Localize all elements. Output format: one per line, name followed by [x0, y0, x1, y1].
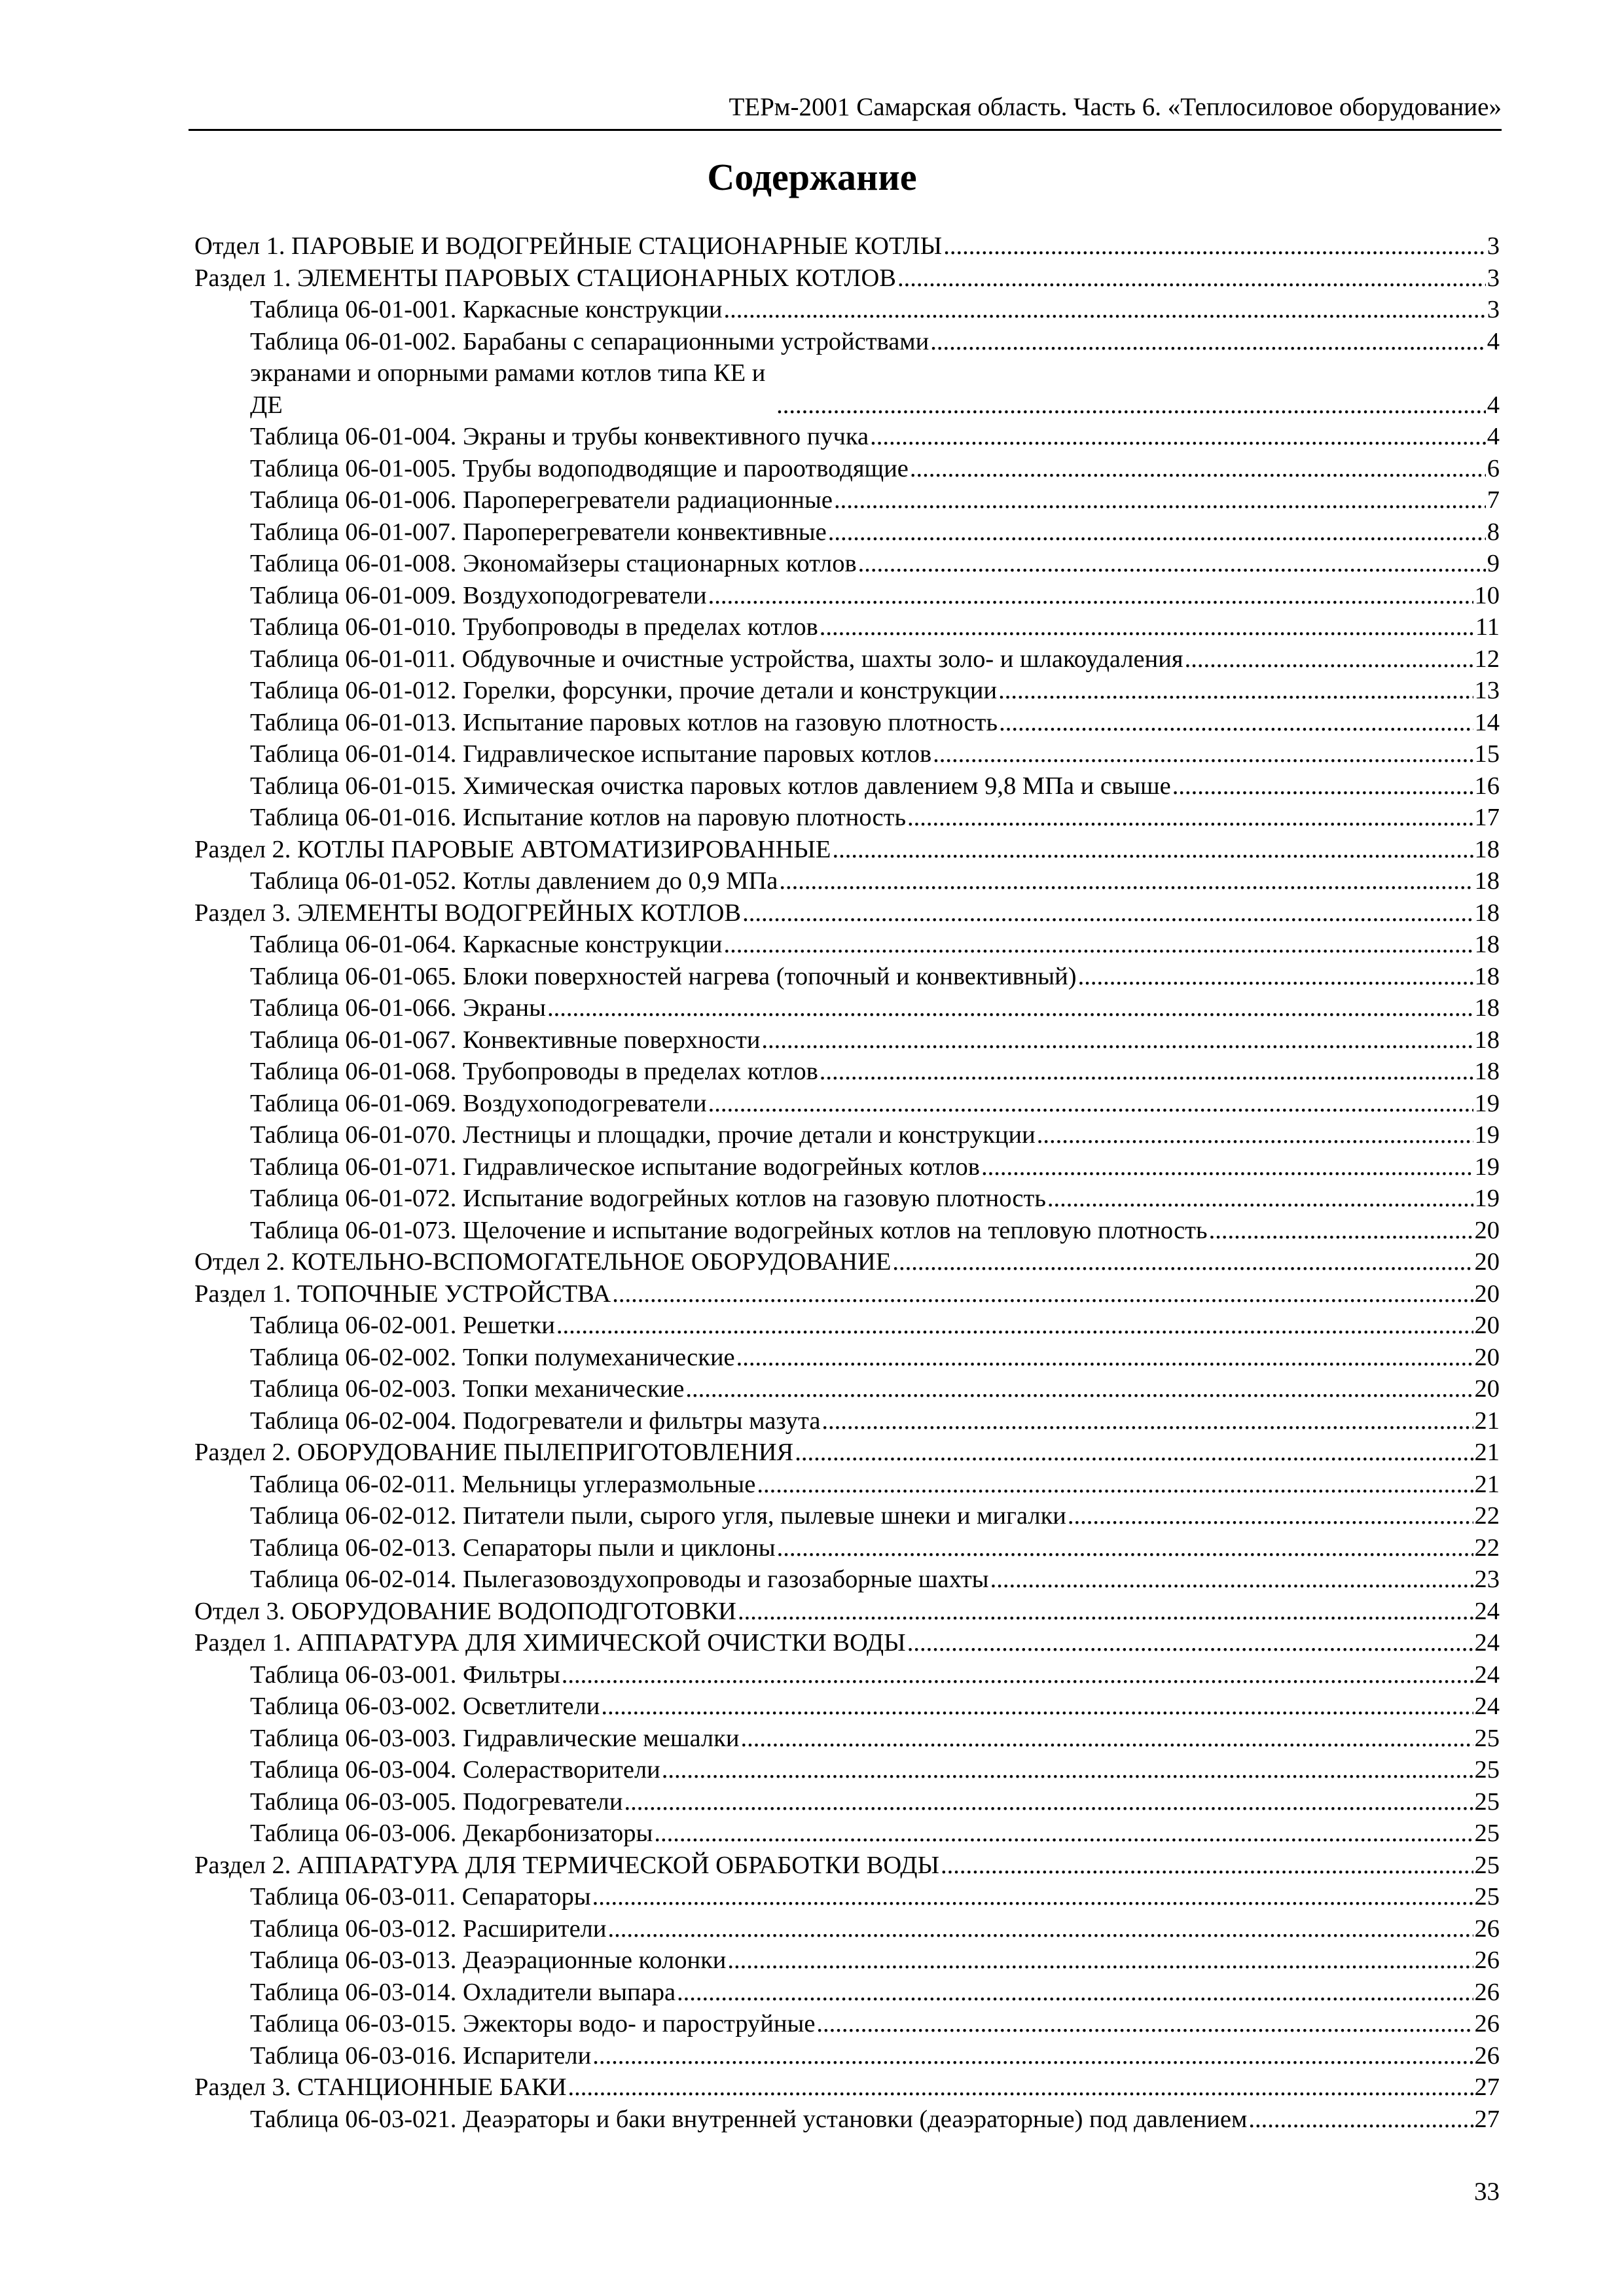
toc-entry-title: экранами и опорными рамами котлов типа КЕ и ДЕ — [250, 359, 766, 419]
toc-entry-page: 27 — [1474, 2073, 1500, 2101]
toc-entry-page: 6 — [1487, 454, 1500, 482]
toc-leader-dots — [727, 1945, 1473, 1977]
toc-entry-page: 7 — [1487, 486, 1500, 514]
toc-entry-page: 26 — [1474, 1978, 1500, 2006]
toc-leader-dots — [933, 738, 1473, 770]
toc-entry-page: 22 — [1474, 1534, 1500, 1562]
page-number: 33 — [1474, 2178, 1500, 2206]
toc-entry-title: Таблица 06-02-004. Подогреватели и фильтры мазута — [250, 1407, 821, 1435]
toc-entry[interactable] — [194, 421, 1500, 453]
toc-leader-dots — [708, 580, 1473, 612]
toc-entry-title: Раздел 3. СТАНЦИОННЫЕ БАКИ — [194, 2073, 567, 2101]
toc-entry-page: 19 — [1474, 1153, 1500, 1181]
toc-entry[interactable] — [194, 484, 1500, 516]
toc-entry[interactable] — [194, 1310, 1500, 1342]
toc-entry-title: Таблица 06-01-015. Химическая очистка паровых котлов давлением 9,8 МПа и свыше — [250, 772, 1171, 800]
toc-entry-title: Таблица 06-01-016. Испытание котлов на паровую плотность — [250, 804, 907, 831]
toc-entry-page: 12 — [1474, 645, 1500, 673]
toc-entry-page: 26 — [1474, 2041, 1500, 2070]
toc-entry[interactable] — [194, 1659, 1500, 1691]
toc-entry[interactable] — [194, 1881, 1500, 1913]
toc-leader-dots — [795, 1437, 1473, 1469]
toc-leader-dots — [724, 294, 1486, 326]
toc-entry[interactable] — [194, 1945, 1500, 1977]
toc-entry[interactable] — [194, 453, 1500, 485]
toc-entry[interactable] — [194, 707, 1500, 739]
toc-leader-dots — [662, 1754, 1473, 1786]
toc-entry-page: 17 — [1474, 804, 1500, 831]
toc-leader-dots — [1078, 961, 1473, 993]
toc-entry-title: Таблица 06-02-014. Пылегазовоздухопроводы и газозаборные шахты — [250, 1566, 989, 1593]
toc-entry-page: 24 — [1474, 1660, 1500, 1689]
toc-entry-title: Раздел 2. АППАРАТУРА ДЛЯ ТЕРМИЧЕСКОЙ ОБРАБОТКИ ВОДЫ — [194, 1851, 940, 1879]
toc-entry-page: 9 — [1487, 550, 1500, 577]
toc-entry-title: Таблица 06-02-012. Питатели пыли, сырого угля, пылевые шнеки и мигалки — [250, 1502, 1066, 1530]
toc-entry-title: Раздел 1. АППАРАТУРА ДЛЯ ХИМИЧЕСКОЙ ОЧИСТКИ ВОДЫ — [194, 1629, 906, 1657]
toc-entry-title: Таблица 06-03-003. Гидравлические мешалки — [250, 1724, 740, 1752]
toc-entry-title: Таблица 06-01-012. Горелки, форсунки, прочие детали и конструкции — [250, 677, 998, 704]
toc-leader-dots — [708, 1088, 1473, 1120]
toc-leader-dots — [907, 1627, 1473, 1659]
table-of-contents — [194, 230, 1500, 2135]
toc-entry-page: 20 — [1474, 1216, 1500, 1244]
toc-entry-page: 22 — [1474, 1502, 1500, 1530]
toc-leader-dots — [654, 1818, 1473, 1850]
toc-entry-page: 19 — [1474, 1185, 1500, 1212]
toc-entry[interactable] — [194, 357, 1500, 421]
toc-entry[interactable] — [194, 1754, 1500, 1786]
toc-entry[interactable] — [194, 1532, 1500, 1564]
toc-entry-title: Отдел 3. ОБОРУДОВАНИЕ ВОДОПОДГОТОВКИ — [194, 1597, 736, 1625]
toc-entry[interactable] — [194, 2008, 1500, 2040]
toc-entry-page: 27 — [1474, 2105, 1500, 2133]
toc-entry-page: 25 — [1474, 1756, 1500, 1784]
toc-entry-page: 23 — [1474, 1566, 1500, 1593]
toc-entry-title: Таблица 06-03-016. Испарители — [250, 2041, 592, 2070]
toc-entry[interactable] — [194, 1342, 1500, 1374]
toc-leader-dots — [820, 611, 1474, 643]
toc-entry[interactable] — [194, 1596, 1500, 1628]
toc-entry-title: Таблица 06-01-068. Трубопроводы в пределах котлов — [250, 1058, 818, 1085]
toc-entry-page: 10 — [1474, 581, 1500, 609]
toc-entry[interactable] — [194, 1088, 1500, 1120]
toc-entry-title: Таблица 06-02-013. Сепараторы пыли и циклоны — [250, 1534, 776, 1562]
toc-leader-dots — [998, 675, 1473, 707]
toc-entry[interactable] — [194, 770, 1500, 802]
toc-entry[interactable] — [194, 1469, 1500, 1501]
toc-leader-dots — [601, 1691, 1473, 1723]
toc-entry[interactable] — [194, 1278, 1500, 1310]
toc-entry-title: Отдел 2. КОТЕЛЬНО-ВСПОМОГАТЕЛЬНОЕ ОБОРУДОВАНИЕ — [194, 1248, 892, 1276]
toc-leader-dots — [858, 548, 1486, 580]
toc-entry[interactable] — [194, 1437, 1500, 1469]
toc-entry-title: Таблица 06-02-001. Решетки — [250, 1312, 555, 1339]
toc-entry[interactable] — [194, 1627, 1500, 1659]
toc-entry-title: Таблица 06-03-006. Декарбонизаторы — [250, 1820, 653, 1847]
toc-entry-title: Раздел 1. ЭЛЕМЕНТЫ ПАРОВЫХ СТАЦИОНАРНЫХ КОТЛОВ — [194, 264, 896, 292]
toc-leader-dots — [607, 1913, 1473, 1945]
toc-leader-dots — [828, 516, 1486, 548]
toc-entry-page: 15 — [1474, 740, 1500, 768]
toc-entry-title: Таблица 06-01-006. Пароперегреватели радиационные — [250, 486, 833, 514]
toc-entry-page: 25 — [1474, 1851, 1500, 1879]
toc-entry-title: Таблица 06-01-005. Трубы водоподводящие и пароотводящие — [250, 454, 909, 482]
toc-leader-dots — [738, 1596, 1473, 1628]
toc-entry[interactable] — [194, 1215, 1500, 1247]
toc-entry-title: Таблица 06-03-002. Осветлители — [250, 1693, 600, 1720]
toc-leader-dots — [677, 1977, 1473, 2009]
toc-entry[interactable] — [194, 580, 1500, 612]
toc-entry-title: Таблица 06-01-066. Экраны — [250, 994, 546, 1022]
toc-entry[interactable] — [194, 2040, 1500, 2072]
toc-entry[interactable] — [194, 516, 1500, 548]
toc-entry-title: Таблица 06-03-011. Сепараторы — [250, 1883, 591, 1910]
toc-leader-dots — [981, 1151, 1473, 1183]
toc-entry-page: 20 — [1474, 1280, 1500, 1308]
toc-leader-dots — [821, 1405, 1473, 1437]
toc-leader-dots — [943, 230, 1486, 262]
toc-entry[interactable] — [194, 230, 1500, 262]
toc-entry[interactable] — [194, 834, 1500, 866]
toc-entry-page: 25 — [1474, 1820, 1500, 1847]
toc-leader-dots — [832, 834, 1473, 866]
toc-entry-page: 20 — [1474, 1375, 1500, 1403]
toc-entry-page: 20 — [1474, 1312, 1500, 1339]
toc-entry-page: 21 — [1474, 1470, 1500, 1498]
toc-entry-title: Таблица 06-01-014. Гидравлическое испытание паровых котлов — [250, 740, 932, 768]
toc-leader-dots — [897, 262, 1486, 295]
toc-entry-page: 25 — [1474, 1787, 1500, 1816]
header-rule — [189, 129, 1502, 131]
toc-entry-page: 4 — [1487, 423, 1500, 450]
toc-entry[interactable] — [194, 1151, 1500, 1183]
toc-entry-page: 18 — [1474, 962, 1500, 990]
toc-leader-dots — [820, 1056, 1473, 1088]
toc-leader-dots — [907, 802, 1473, 834]
toc-entry-page: 4 — [1487, 391, 1500, 419]
toc-entry[interactable] — [194, 1119, 1500, 1151]
toc-entry-title: Раздел 2. ОБОРУДОВАНИЕ ПЫЛЕПРИГОТОВЛЕНИЯ — [194, 1439, 794, 1466]
toc-leader-dots — [990, 1564, 1473, 1596]
toc-leader-dots — [1037, 1119, 1473, 1151]
toc-entry-page: 3 — [1487, 296, 1500, 323]
toc-entry-page: 24 — [1474, 1629, 1500, 1657]
toc-entry-page: 13 — [1474, 677, 1500, 704]
toc-leader-dots — [568, 2072, 1473, 2104]
toc-entry[interactable] — [194, 643, 1500, 675]
toc-entry-page: 24 — [1474, 1597, 1500, 1625]
toc-entry[interactable] — [194, 1246, 1500, 1278]
toc-entry-title: Таблица 06-01-008. Экономайзеры стационарных котлов — [250, 550, 857, 577]
toc-leader-dots — [736, 1342, 1473, 1374]
toc-leader-dots — [761, 1024, 1473, 1056]
toc-entry-page: 24 — [1474, 1693, 1500, 1720]
toc-entry-page: 18 — [1474, 1058, 1500, 1085]
toc-entry-title: Таблица 06-03-004. Солерастворители — [250, 1756, 660, 1784]
toc-leader-dots — [816, 2008, 1473, 2040]
toc-leader-dots — [624, 1786, 1473, 1818]
toc-entry[interactable] — [194, 1564, 1500, 1596]
toc-entry-title: Таблица 06-02-002. Топки полумеханические — [250, 1343, 735, 1371]
toc-leader-dots — [592, 2040, 1473, 2072]
toc-entry[interactable] — [194, 929, 1500, 961]
toc-entry-title: Таблица 06-03-015. Эжекторы водо- и пароструйные — [250, 2010, 816, 2037]
toc-entry[interactable] — [194, 802, 1500, 834]
toc-entry-page: 19 — [1474, 1121, 1500, 1149]
toc-leader-dots — [742, 897, 1473, 929]
toc-entry[interactable] — [194, 865, 1500, 897]
toc-entry[interactable] — [194, 961, 1500, 993]
toc-leader-dots — [1047, 1183, 1473, 1215]
toc-entry-page: 3 — [1487, 264, 1500, 292]
toc-leader-dots — [562, 1659, 1473, 1691]
toc-entry[interactable] — [194, 1723, 1500, 1755]
toc-leader-dots — [870, 421, 1486, 453]
toc-leader-dots — [740, 1723, 1473, 1755]
toc-entry-title: Таблица 06-01-073. Щелочение и испытание водогрейных котлов на тепловую плотность — [250, 1216, 1208, 1244]
toc-entry-title: Таблица 06-01-070. Лестницы и площадки, прочие детали и конструкции — [250, 1121, 1036, 1149]
toc-entry-page: 11 — [1475, 613, 1500, 641]
toc-entry[interactable] — [194, 326, 1500, 358]
toc-leader-dots — [834, 484, 1486, 516]
toc-entry-title: Таблица 06-01-065. Блоки поверхностей нагрева (топочный и конвективный) — [250, 962, 1077, 990]
toc-entry[interactable] — [194, 548, 1500, 580]
toc-entry[interactable] — [194, 611, 1500, 643]
toc-entry-page: 16 — [1474, 772, 1500, 800]
toc-leader-dots — [556, 1310, 1473, 1342]
toc-entry-page: 20 — [1474, 1343, 1500, 1371]
toc-entry-title: Таблица 06-01-001. Каркасные конструкции — [250, 296, 723, 323]
toc-entry-title: Таблица 06-01-052. Котлы давлением до 0,9 МПа — [250, 867, 778, 895]
toc-entry-title: Таблица 06-03-005. Подогреватели — [250, 1787, 623, 1816]
toc-entry[interactable] — [194, 1183, 1500, 1215]
toc-entry-page: 21 — [1474, 1407, 1500, 1435]
toc-leader-dots — [910, 453, 1486, 485]
toc-leader-dots — [685, 1373, 1473, 1405]
toc-entry[interactable] — [194, 1405, 1500, 1437]
toc-entry-title: Таблица 06-01-071. Гидравлическое испытание водогрейных котлов — [250, 1153, 980, 1181]
toc-entry-page: 18 — [1474, 835, 1500, 863]
toc-leader-dots — [547, 992, 1473, 1024]
toc-entry-page: 8 — [1487, 518, 1500, 546]
toc-entry[interactable] — [194, 294, 1500, 326]
toc-entry-page: 25 — [1474, 1724, 1500, 1752]
toc-entry-title: Раздел 3. ЭЛЕМЕНТЫ ВОДОГРЕЙНЫХ КОТЛОВ — [194, 899, 742, 927]
toc-entry-title: Таблица 06-01-009. Воздухоподогреватели — [250, 581, 707, 609]
toc-leader-dots — [1185, 643, 1473, 675]
toc-leader-dots — [1068, 1500, 1473, 1532]
toc-entry-title: Таблица 06-03-013. Деаэрационные колонки — [250, 1946, 727, 1974]
toc-entry[interactable] — [194, 1024, 1500, 1056]
toc-entry-title: Таблица 06-01-064. Каркасные конструкции — [250, 931, 723, 958]
toc-entry-page: 14 — [1474, 708, 1500, 736]
page-title: Содержание — [707, 156, 917, 198]
toc-entry[interactable] — [194, 2072, 1500, 2104]
toc-leader-dots — [757, 1469, 1473, 1501]
toc-entry-title: Таблица 06-02-003. Топки механические — [250, 1375, 685, 1403]
toc-entry-page: 3 — [1487, 232, 1500, 260]
toc-entry-page: 18 — [1474, 1026, 1500, 1054]
toc-entry-page: 25 — [1474, 1883, 1500, 1910]
toc-entry-title: Таблица 06-03-012. Расширители — [250, 1914, 607, 1943]
toc-entry-title: Таблица 06-01-072. Испытание водогрейных котлов на газовую плотность — [250, 1185, 1046, 1212]
running-header: ТЕРм-2001 Самарская область. Часть 6. «Теплосиловое оборудование» — [729, 93, 1502, 121]
toc-entry[interactable] — [194, 1786, 1500, 1818]
toc-entry-page: 20 — [1474, 1248, 1500, 1276]
toc-leader-dots — [999, 707, 1473, 739]
toc-entry-title: Таблица 06-01-004. Экраны и трубы конвективного пучка — [250, 423, 869, 450]
toc-leader-dots — [724, 929, 1473, 961]
toc-entry-title: Таблица 06-01-069. Воздухоподогреватели — [250, 1089, 707, 1117]
toc-entry[interactable] — [194, 262, 1500, 295]
toc-entry-page: 26 — [1474, 1914, 1500, 1943]
toc-entry[interactable] — [194, 992, 1500, 1024]
toc-entry-page: 4 — [1487, 327, 1500, 355]
toc-leader-dots — [1172, 770, 1473, 802]
toc-leader-dots — [777, 1532, 1473, 1564]
toc-entry[interactable] — [194, 738, 1500, 770]
toc-leader-dots — [892, 1246, 1473, 1278]
toc-entry-page: 19 — [1474, 1089, 1500, 1117]
toc-leader-dots — [1248, 2104, 1473, 2136]
toc-entry-page: 18 — [1474, 899, 1500, 927]
toc-entry-title: Раздел 2. КОТЛЫ ПАРОВЫЕ АВТОМАТИЗИРОВАННЫЕ — [194, 835, 831, 863]
toc-leader-dots — [930, 326, 1486, 358]
toc-entry[interactable] — [194, 1913, 1500, 1945]
toc-entry[interactable] — [194, 1850, 1500, 1882]
toc-entry-title: Таблица 06-01-067. Конвективные поверхности — [250, 1026, 761, 1054]
toc-entry-page: 18 — [1474, 867, 1500, 895]
toc-entry-title: Таблица 06-02-011. Мельницы углеразмольные — [250, 1470, 756, 1498]
toc-entry-title: Таблица 06-01-002. Барабаны с сепарационными устройствами — [250, 327, 929, 355]
toc-leader-dots — [592, 1881, 1473, 1913]
toc-entry-page: 18 — [1474, 931, 1500, 958]
toc-entry-title: Отдел 1. ПАРОВЫЕ И ВОДОГРЕЙНЫЕ СТАЦИОНАРНЫЕ КОТЛЫ — [194, 232, 943, 260]
toc-leader-dots — [779, 865, 1473, 897]
toc-entry-title: Таблица 06-01-010. Трубопроводы в пределах котлов — [250, 613, 818, 641]
toc-leader-dots — [941, 1850, 1473, 1882]
toc-entry-page: 26 — [1474, 1946, 1500, 1974]
toc-entry-page: 26 — [1474, 2010, 1500, 2037]
toc-entry[interactable] — [194, 675, 1500, 707]
toc-entry-title: Таблица 06-03-014. Охладители выпара — [250, 1978, 676, 2006]
toc-entry[interactable] — [194, 2104, 1500, 2136]
toc-entry-page: 18 — [1474, 994, 1500, 1022]
toc-entry-page: 21 — [1474, 1439, 1500, 1466]
toc-entry-title: Таблица 06-03-001. Фильтры — [250, 1660, 560, 1689]
toc-entry[interactable] — [194, 1818, 1500, 1850]
toc-entry-title: Таблица 06-01-013. Испытание паровых котлов на газовую плотность — [250, 708, 998, 736]
toc-entry-title: Таблица 06-01-007. Пароперегреватели конвективные — [250, 518, 827, 546]
toc-entry-title: Раздел 1. ТОПОЧНЫЕ УСТРОЙСТВА — [194, 1280, 611, 1308]
toc-entry-title: Таблица 06-03-021. Деаэраторы и баки внутренней установки (деаэраторные) под давлением — [250, 2105, 1248, 2133]
toc-entry[interactable] — [194, 1500, 1500, 1532]
toc-entry[interactable] — [194, 1691, 1500, 1723]
toc-leader-dots — [612, 1278, 1473, 1310]
toc-entry[interactable] — [194, 1056, 1500, 1088]
toc-entry[interactable] — [194, 897, 1500, 929]
toc-leader-dots — [1209, 1215, 1473, 1247]
toc-entry-title: Таблица 06-01-011. Обдувочные и очистные устройства, шахты золо- и шлакоудаления — [250, 645, 1183, 673]
toc-leader-dots — [776, 389, 1486, 422]
toc-entry[interactable] — [194, 1977, 1500, 2009]
toc-entry[interactable] — [194, 1373, 1500, 1405]
